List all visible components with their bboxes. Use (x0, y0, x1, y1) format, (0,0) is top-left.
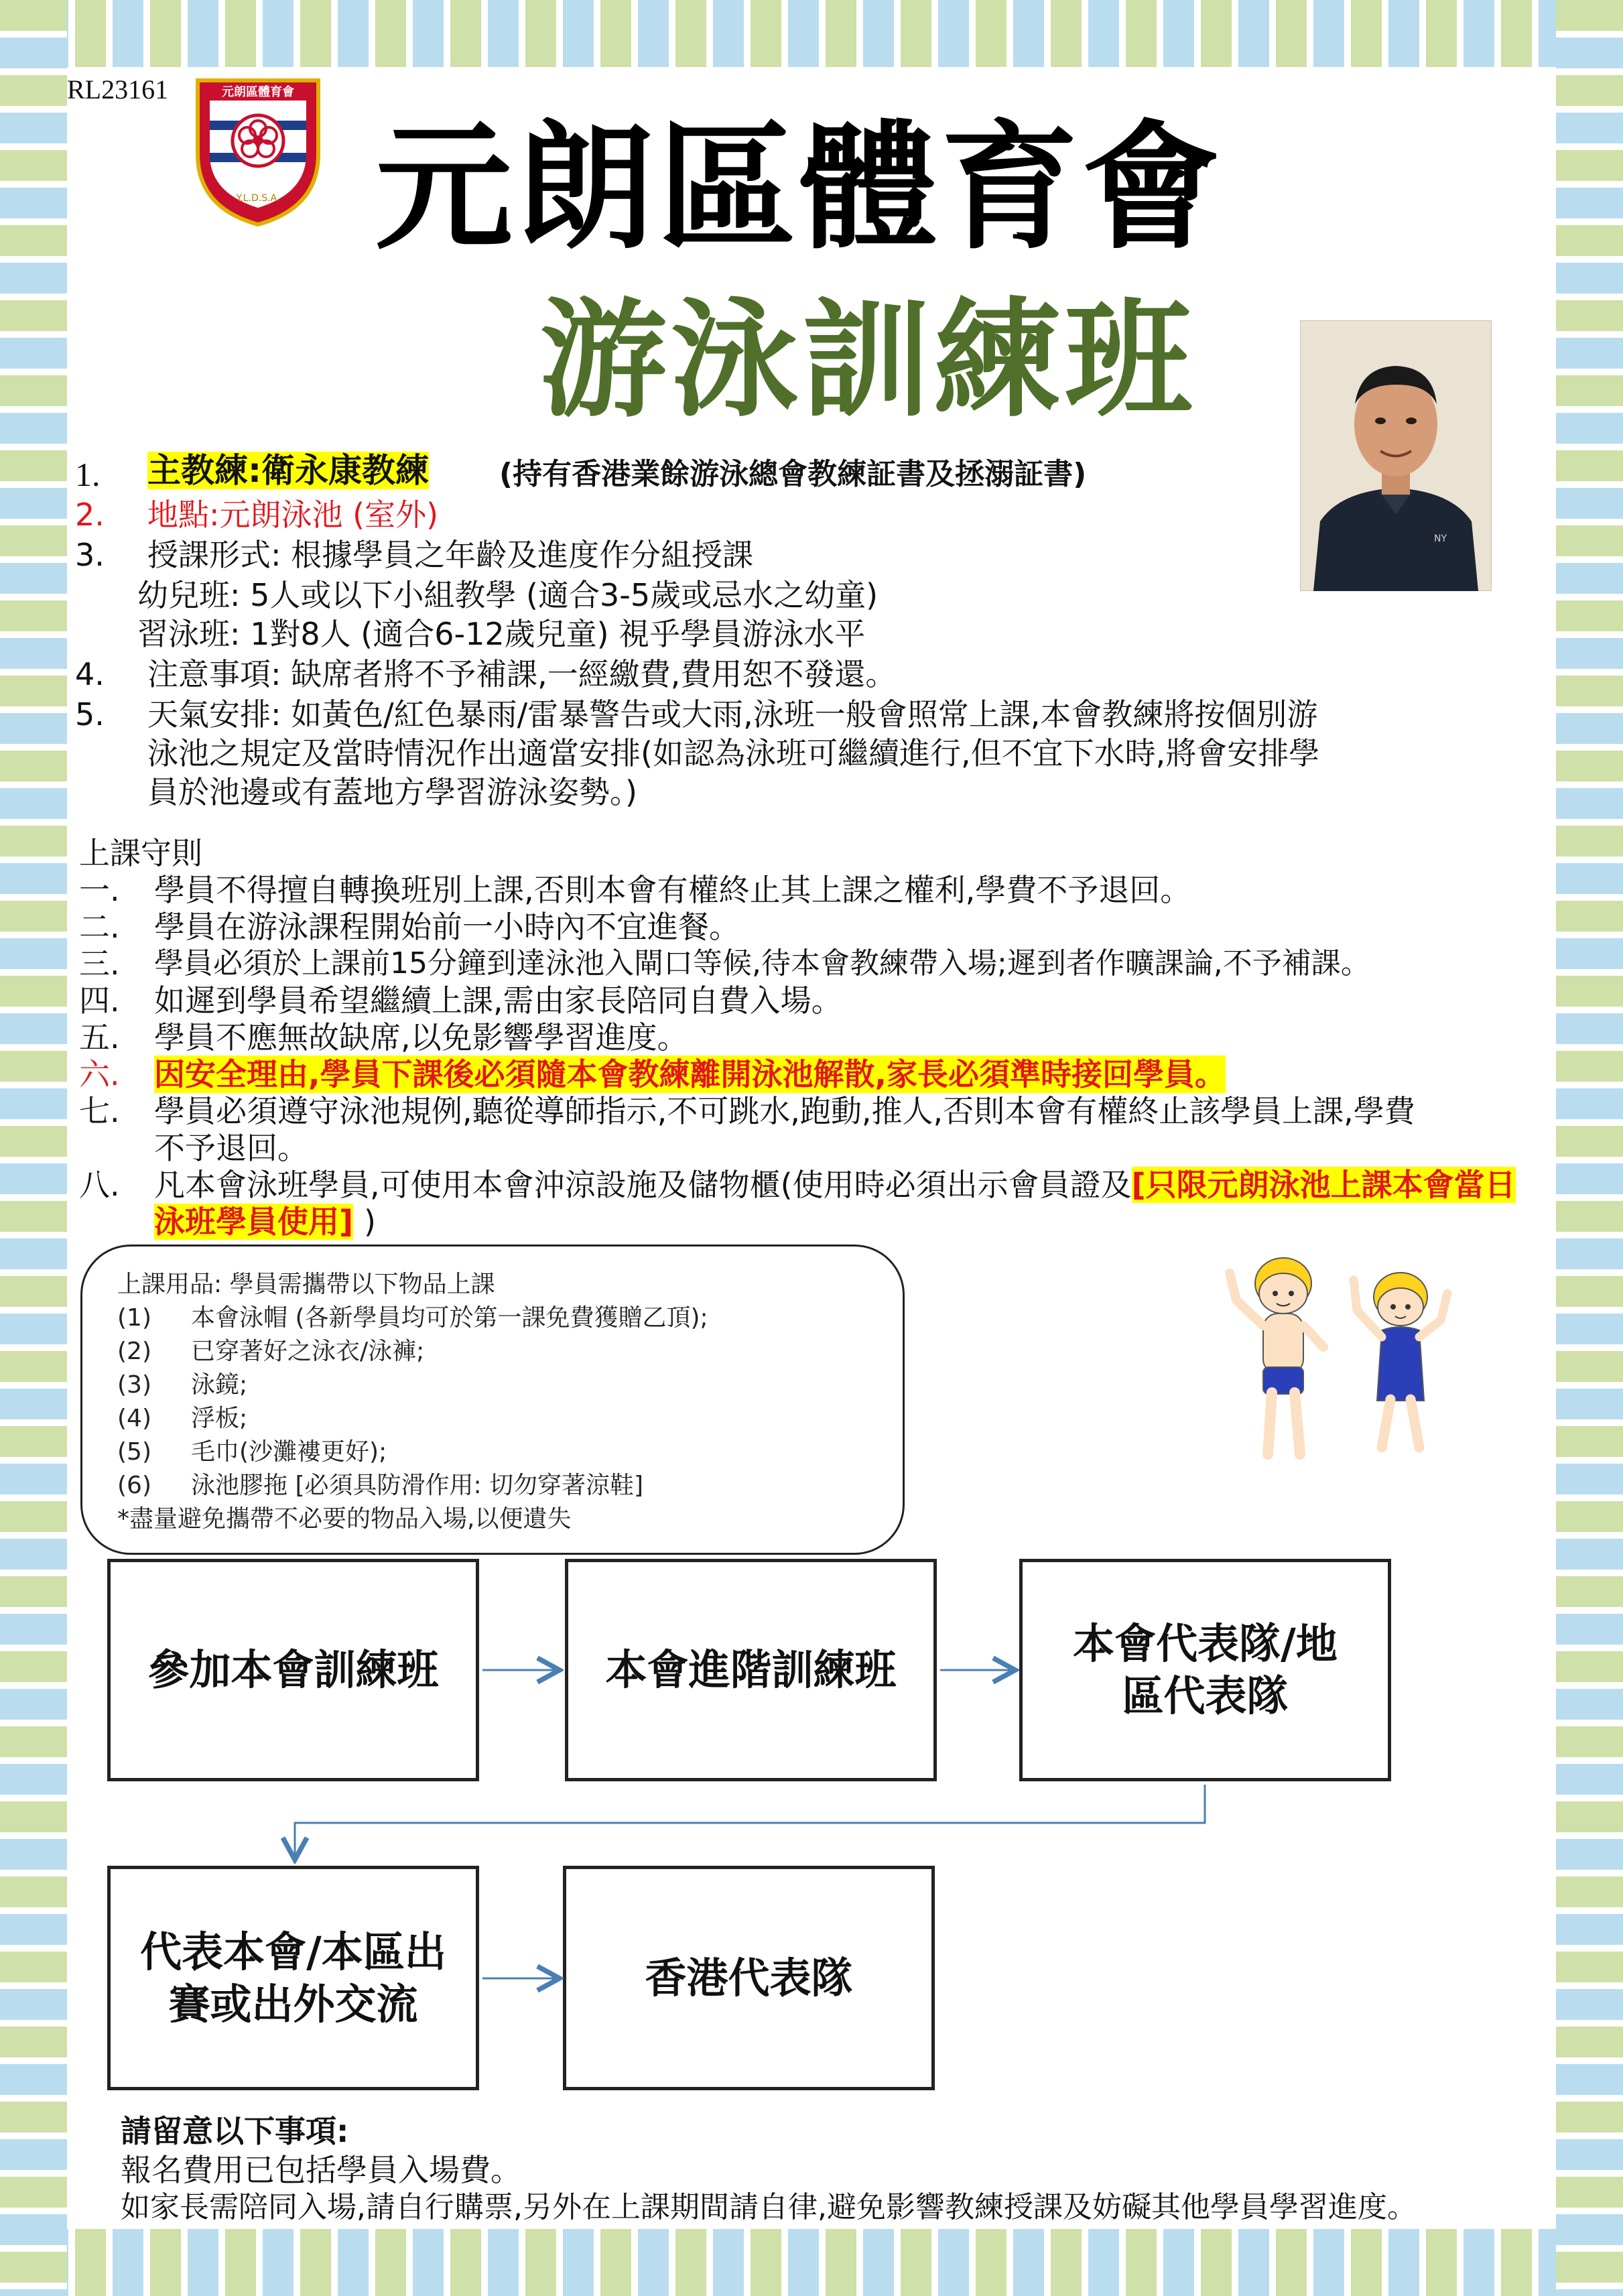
document-code: RL23161 (67, 74, 169, 105)
border-bottom (0, 2229, 1623, 2296)
coach-label: 主教練:衛永康教練 (147, 451, 429, 490)
flow-step-advanced-class (565, 1559, 937, 1781)
footer-heading: 請留意以下事項: (121, 2113, 349, 2149)
rule-text-tail: ) (364, 1204, 376, 1240)
flow-step-training-class (107, 1559, 479, 1781)
rule-number: 五. (79, 1019, 120, 1056)
flow-step-label: 本會進階訓練班 (605, 1645, 897, 1694)
flow-step-hk-team (563, 1866, 935, 2090)
item-number: 4. (75, 656, 105, 692)
rule-text-important: 泳班學員使用] (154, 1204, 354, 1240)
rule-text: 如遲到學員希望繼續上課,需由家長陪同自費入場。 (154, 982, 842, 1019)
rule-number: 六. (79, 1056, 120, 1092)
list-item: 浮板; (191, 1405, 248, 1432)
rule-text-important: 因安全理由,學員下課後必須隨本會教練離開泳池解散,家長必須準時接回學員。 (154, 1056, 1226, 1092)
list-item: 泳池膠拖 [必須具防滑作用: 切勿穿著涼鞋] (191, 1472, 644, 1499)
rule-text (154, 1166, 1516, 1204)
border-left (0, 0, 67, 2296)
format-label: 授課形式: 根據學員之年齡及進度作分組授課 (147, 537, 754, 573)
swimmer-kids-illustration (1206, 1247, 1474, 1474)
item-number: 2. (75, 497, 105, 533)
coach-note: (持有香港業餘游泳總會教練証書及拯溺証書) (499, 457, 1087, 491)
item-number: 5. (75, 696, 105, 732)
flow-step-label: 本會代表隊/地 (1073, 1619, 1338, 1668)
list-item: 已穿著好之泳衣/泳褲; (191, 1338, 425, 1365)
item-number: 3. (75, 537, 105, 573)
list-item-number: (5) (117, 1438, 151, 1466)
notice-label: 注意事項: 缺席者將不予補課,一經繳費,費用恕不發還。 (147, 656, 897, 692)
main-title: 元朗區體育會 (375, 107, 1224, 268)
rule-text: 學員不得擅自轉換班別上課,否則本會有權終止其上課之權利,學費不予退回。 (154, 872, 1191, 908)
rule-text: 學員在游泳課程開始前一小時內不宜進餐。 (154, 909, 740, 945)
rule-number: 三. (79, 946, 120, 982)
list-item-number: (4) (117, 1405, 151, 1432)
rule-text (154, 1203, 376, 1240)
flow-step-label: 香港代表隊 (645, 1953, 853, 2002)
footer-line: 報名費用已包括學員入場費。 (121, 2152, 521, 2188)
flow-step-label: 代表本會/本區出 (140, 1927, 446, 1976)
club-logo (191, 74, 325, 228)
border-right (1556, 0, 1623, 2296)
flow-step-label: 區代表隊 (1122, 1671, 1289, 1720)
rule-number: 二. (79, 909, 120, 945)
flow-step-club-team (1019, 1559, 1391, 1781)
list-item: 毛巾(沙灘褸更好); (191, 1438, 387, 1466)
rule-text: 學員必須遵守泳池規例,聽從導師指示,不可跳水,跑動,推人,否則本會有權終止該學員上課,學費 (154, 1093, 1415, 1129)
weather-line: 天氣安排: 如黃色/紅色暴雨/雷暴警告或大雨,泳班一般會照常上課,本會教練將按個別游 (147, 696, 1318, 732)
rule-text-main: 凡本會泳班學員,可使用本會沖涼設施及儲物櫃(使用時必須出示會員證及 (154, 1167, 1132, 1203)
rule-number: 八. (79, 1167, 120, 1203)
svg-text:NY: NY (1434, 533, 1447, 544)
coach-photo (1300, 320, 1492, 591)
rule-text: 學員不應無故缺席,以免影響學習進度。 (154, 1019, 688, 1056)
format-line: 習泳班: 1對8人 (適合6-12歲兒童) 視乎學員游泳水平 (137, 616, 866, 652)
flow-step-label: 參加本會訓練班 (147, 1645, 439, 1694)
list-item: 泳鏡; (191, 1371, 248, 1399)
rule-text: 不予退回。 (154, 1130, 308, 1166)
format-line: 幼兒班: 5人或以下小組教學 (適合3-5歲或忌水之幼童) (137, 577, 879, 613)
list-item-number: (6) (117, 1472, 151, 1499)
flow-step-label: 賽或出外交流 (168, 1979, 418, 2029)
border-top (0, 0, 1623, 67)
rule-text: 學員必須於上課前15分鐘到達泳池入閘口等候,待本會教練帶入場;遲到者作曠課論,不予補課。 (154, 946, 1370, 980)
flow-step-compete (107, 1866, 479, 2090)
venue-label: 地點:元朗泳池 (室外) (147, 497, 439, 533)
rule-number: 七. (79, 1093, 120, 1129)
list-item: 本會泳帽 (各新學員均可於第一課免費獲贈乙頂); (191, 1304, 708, 1332)
items-footnote: *盡量避免攜帶不必要的物品入場,以便遺失 (117, 1505, 572, 1533)
rule-number: 一. (79, 872, 120, 908)
svg-text:元朗區體育會: 元朗區體育會 (222, 85, 294, 99)
item-number: 1. (75, 456, 101, 493)
svg-text:Y.L.D.S.A.: Y.L.D.S.A. (236, 193, 280, 204)
list-item-number: (1) (117, 1304, 151, 1332)
weather-line: 泳池之規定及當時情況作出適當安排(如認為泳班可繼續進行,但不宜下水時,將會安排學 (147, 735, 1320, 771)
weather-line: 員於池邊或有蓋地方學習游泳姿勢。) (147, 774, 637, 810)
sub-title: 游泳訓練班 (539, 285, 1197, 434)
list-item-number: (3) (117, 1371, 151, 1399)
rule-text-important: [只限元朗泳池上課本會當日 (1131, 1167, 1516, 1203)
items-heading: 上課用品: 學員需攜帶以下物品上課 (117, 1271, 495, 1298)
rules-heading: 上課守則 (79, 835, 202, 871)
list-item-number: (2) (117, 1338, 151, 1365)
footer-line: 如家長需陪同入場,請自行購票,另外在上課期間請自律,避免影響教練授課及妨礙其他學員學習進度。 (121, 2190, 1417, 2224)
rule-number: 四. (79, 982, 120, 1019)
